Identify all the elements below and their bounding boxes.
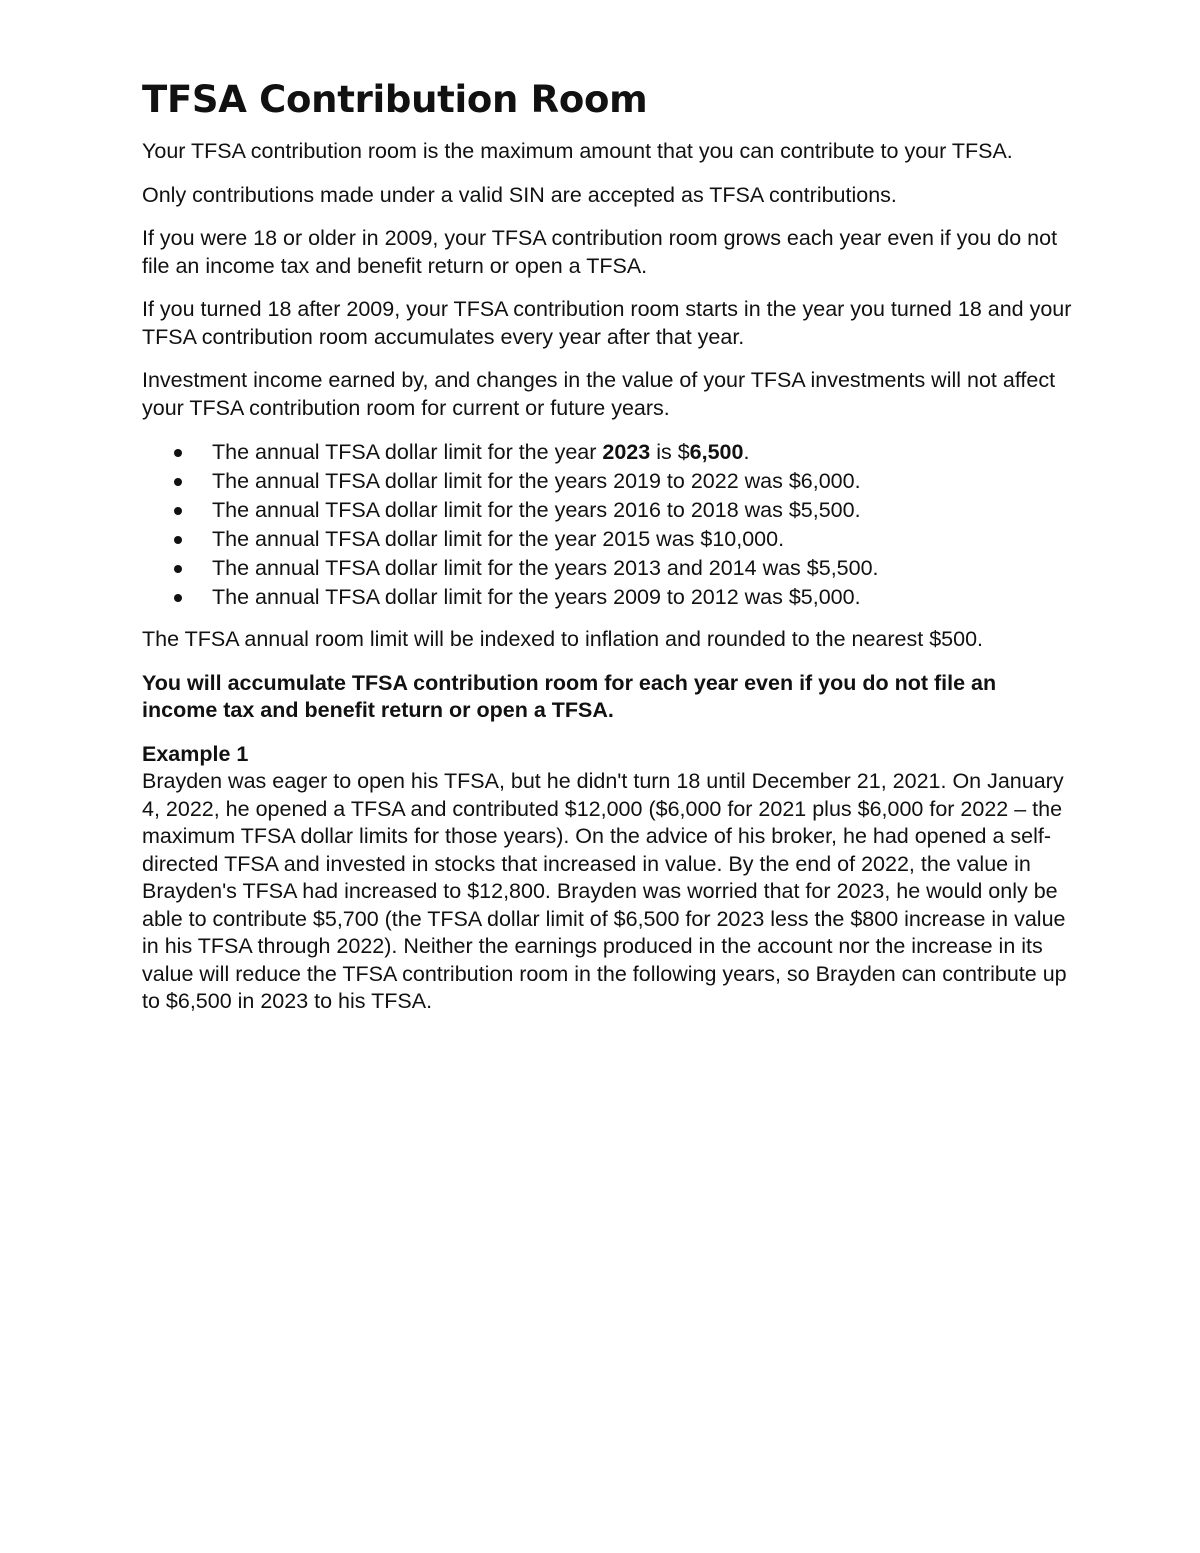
limit-middle: is $ bbox=[650, 440, 690, 464]
bullet-icon bbox=[174, 449, 182, 457]
paragraph-indexing: The TFSA annual room limit will be indexed to inflation and rounded to the nearest $500. bbox=[142, 627, 984, 651]
example-text: Brayden was eager to open his TFSA, but he didn't turn 18 until December 21, 2021. On January 4, 2022, he opened a TFSA and contributed $12,000 ($6,000 for 2021 plus $6,000 for 2022 – the maximum TFSA dollar limits for those years). On the advice of his broker, he had opened a self-directed TFSA and invested in stocks that increased in value. By the end of 2022, the value in Brayden's TFSA had increased to $12,800. Brayden was worried that for 2023, he would only be able to contribute $5,700 (the TFSA dollar limit of $6,500 for 2023 less the $800 increase in value in his TFSA through 2022). Neither the earnings produced in the account nor the increase in its value will reduce the TFSA contribution room in the following years, so Brayden can contribute up to $6,500 in 2023 to his TFSA. bbox=[142, 769, 1067, 1013]
bullet-icon bbox=[174, 507, 182, 515]
limit-text: The annual TFSA dollar limit for the years 2019 to 2022 was $6,000. bbox=[212, 469, 861, 493]
paragraph-after-2009: If you turned 18 after 2009, your TFSA contribution room starts in the year you turned 18 and your TFSA contribution room accumulates every year after that year. bbox=[142, 297, 1072, 349]
list-item bbox=[168, 438, 1072, 467]
list-item bbox=[168, 496, 1072, 525]
paragraph-sin: Only contributions made under a valid SIN are accepted as TFSA contributions. bbox=[142, 182, 897, 207]
limit-year: 2023 bbox=[602, 440, 651, 464]
limit-suffix: . bbox=[743, 440, 750, 464]
limit-text: The annual TFSA dollar limit for the year 2015 was $10,000. bbox=[212, 527, 785, 551]
list-item bbox=[168, 583, 1072, 612]
paragraph-definition: Your TFSA contribution room is the maximum amount that you can contribute to your TFSA. bbox=[142, 139, 1013, 163]
bullet-icon bbox=[174, 594, 182, 602]
paragraph-2009-rule: If you were 18 or older in 2009, your TFSA contribution room grows each year even if you do not file an income tax and benefit return or open a TFSA. bbox=[142, 226, 1058, 278]
document-page bbox=[142, 76, 1072, 1016]
limit-text: The annual TFSA dollar limit for the years 2016 to 2018 was $5,500. bbox=[212, 498, 861, 522]
limit-text: The annual TFSA dollar limit for the years 2009 to 2012 was $5,000. bbox=[212, 585, 861, 609]
limit-prefix: The annual TFSA dollar limit for the year bbox=[212, 440, 603, 464]
example-section bbox=[142, 741, 1072, 1016]
page-title: TFSA Contribution Room bbox=[142, 78, 648, 121]
bullet-icon bbox=[174, 565, 182, 573]
paragraph-investment-income: Investment income earned by, and changes in the value of your TFSA investments will not affect your TFSA contribution room for current or future years. bbox=[142, 368, 1056, 420]
example-title: Example 1 bbox=[142, 741, 249, 766]
list-item bbox=[168, 467, 1072, 496]
limits-list bbox=[142, 438, 1072, 612]
list-item bbox=[168, 554, 1072, 583]
bullet-icon bbox=[174, 536, 182, 544]
limit-text: The annual TFSA dollar limit for the years 2013 and 2014 was $5,500. bbox=[212, 556, 879, 580]
limit-amount: 6,500 bbox=[689, 440, 744, 464]
paragraph-accumulate-note: You will accumulate TFSA contribution room for each year even if you do not file an income tax and benefit return or open a TFSA. bbox=[142, 670, 997, 722]
list-item bbox=[168, 525, 1072, 554]
bullet-icon bbox=[174, 478, 182, 486]
